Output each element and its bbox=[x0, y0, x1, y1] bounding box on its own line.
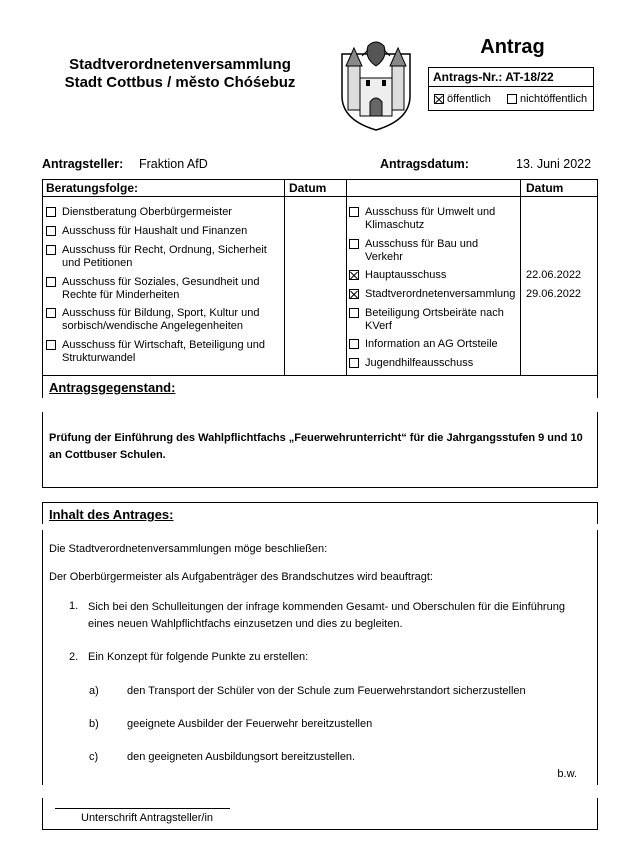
assembly-name-line1: Stadtverordnetenversammlung bbox=[69, 56, 291, 73]
inhalt-title: Inhalt des Antrages: bbox=[49, 507, 174, 522]
antragsdatum-label: Antragsdatum: bbox=[380, 157, 469, 171]
nonpublic-option[interactable] bbox=[507, 93, 587, 105]
committee-date: 22.06.2022 bbox=[526, 269, 582, 281]
committee-label: Jugendhilfeausschuss bbox=[365, 357, 474, 369]
committee-date: 29.06.2022 bbox=[526, 288, 582, 300]
continued-note: b.w. bbox=[557, 768, 577, 780]
committee-item[interactable] bbox=[349, 307, 515, 333]
committee-checkbox[interactable] bbox=[349, 339, 359, 349]
committee-checkbox[interactable] bbox=[349, 308, 359, 318]
subpoint-text: geeignete Ausbilder der Feuerwehr bereitzustellen bbox=[127, 718, 373, 730]
public-label: öffentlich bbox=[447, 93, 491, 105]
antrag-number-label: Antrags-Nr.: bbox=[433, 70, 503, 84]
beratungsfolge-table bbox=[42, 179, 598, 376]
committee-label: Ausschuss für Recht, Ordnung, Sicherheit und Petitionen bbox=[62, 244, 267, 269]
committee-item[interactable] bbox=[349, 288, 519, 301]
committee-checkbox[interactable] bbox=[46, 308, 56, 318]
date-header-1: Datum bbox=[289, 181, 327, 195]
committee-label: Ausschuss für Bau und Verkehr bbox=[365, 238, 479, 263]
nonpublic-label: nichtöffentlich bbox=[520, 93, 588, 105]
assembly-name bbox=[30, 56, 330, 92]
signature-box bbox=[42, 798, 598, 830]
assembly-name-line2: Stadt Cottbus / město Chóśebuz bbox=[64, 74, 296, 91]
antrag-number-line bbox=[429, 68, 593, 87]
doc-type: Antrag bbox=[480, 36, 545, 58]
gegenstand-title-box bbox=[42, 376, 598, 398]
inhalt-intro: Die Stadtverordnetenversammlungen möge beschließen: bbox=[49, 543, 328, 555]
point-number: 2. bbox=[69, 651, 79, 663]
point-number: 1. bbox=[69, 600, 79, 612]
committee-label: Beteiligung Ortsbeiräte nach KVerf bbox=[365, 307, 504, 332]
committee-checkbox-checked[interactable] bbox=[349, 289, 359, 299]
gegenstand-text: Prüfung der Einführung des Wahlpflichtfachs „Feuerwehrunterricht“ für die Jahrgangsstufen 9 und 10 an Cottbuser Schulen. bbox=[49, 432, 583, 461]
committee-item[interactable] bbox=[349, 206, 515, 232]
committee-checkbox[interactable] bbox=[46, 340, 56, 350]
public-option[interactable] bbox=[434, 93, 491, 105]
committee-label: Information an AG Ortsteile bbox=[365, 338, 498, 350]
signature-label: Unterschrift Antragsteller/in bbox=[81, 812, 214, 824]
committee-checkbox[interactable] bbox=[46, 245, 56, 255]
committee-label: Ausschuss für Haushalt und Finanzen bbox=[62, 225, 248, 237]
gegenstand-text-box bbox=[42, 412, 598, 488]
subpoint-letter: b) bbox=[89, 718, 99, 730]
committee-label: Ausschuss für Soziales, Gesundheit und Rechte für Minderheiten bbox=[62, 276, 260, 301]
committee-checkbox[interactable] bbox=[349, 358, 359, 368]
committee-item[interactable] bbox=[46, 244, 278, 270]
committee-label: Ausschuss für Wirtschaft, Beteiligung und Strukturwandel bbox=[62, 339, 265, 364]
subpoint-letter: a) bbox=[89, 685, 99, 697]
inhalt-title-box bbox=[42, 502, 598, 524]
subpoint-text: den Transport der Schüler von der Schule zum Feuerwehrstandort sicherzustellen bbox=[127, 685, 526, 697]
nonpublic-checkbox[interactable] bbox=[507, 94, 517, 104]
subpoint-letter: c) bbox=[89, 751, 99, 763]
committee-label: Dienstberatung Oberbürgermeister bbox=[62, 206, 232, 218]
committee-item[interactable] bbox=[349, 357, 515, 370]
applicant-label: Antragsteller: bbox=[42, 157, 124, 171]
public-checkbox[interactable] bbox=[434, 94, 444, 104]
beratungsfolge-header: Beratungsfolge: bbox=[46, 181, 139, 195]
date-header-2: Datum bbox=[526, 181, 564, 195]
committee-item[interactable] bbox=[349, 269, 515, 282]
committee-item[interactable] bbox=[349, 238, 515, 264]
applicant-value: Fraktion AfD bbox=[139, 157, 208, 171]
committee-item[interactable] bbox=[349, 338, 515, 351]
subpoint-text: den geeigneten Ausbildungsort bereitzustellen. bbox=[127, 751, 356, 763]
point-text: Ein Konzept für folgende Punkte zu erstellen: bbox=[88, 651, 309, 663]
inhalt-lead: Der Oberbürgermeister als Aufgabenträger des Brandschutzes wird beauftragt: bbox=[49, 571, 433, 583]
gegenstand-title: Antragsgegenstand: bbox=[49, 380, 176, 395]
committee-item[interactable] bbox=[46, 276, 278, 302]
committee-label: Ausschuss für Bildung, Sport, Kultur und sorbisch/wendische Angelegenheiten bbox=[62, 307, 260, 332]
city-crest-icon bbox=[338, 36, 414, 132]
point-text: Sich bei den Schulleitungen der infrage kommenden Gesamt- und Oberschulen für die Einführung eines neuen Wahlpflichtfachs einzusetzen und dies zu begleiten. bbox=[88, 601, 565, 630]
committee-label: Ausschuss für Umwelt und Klimaschutz bbox=[365, 206, 496, 231]
committee-checkbox[interactable] bbox=[46, 207, 56, 217]
committee-item[interactable] bbox=[46, 206, 278, 219]
committee-label: Stadtverordnetenversammlung bbox=[365, 288, 516, 300]
committee-item[interactable] bbox=[46, 339, 278, 365]
committee-label: Hauptausschuss bbox=[365, 269, 447, 281]
antragsdatum-value: 13. Juni 2022 bbox=[516, 157, 592, 171]
committee-item[interactable] bbox=[46, 225, 278, 238]
signature-line bbox=[55, 808, 230, 809]
committee-checkbox-checked[interactable] bbox=[349, 270, 359, 280]
antrag-number-box bbox=[428, 67, 594, 111]
committee-checkbox[interactable] bbox=[46, 226, 56, 236]
committee-checkbox[interactable] bbox=[349, 207, 359, 217]
inhalt-body-box bbox=[42, 530, 598, 785]
committee-item[interactable] bbox=[46, 307, 278, 333]
committee-checkbox[interactable] bbox=[349, 239, 359, 249]
committee-checkbox[interactable] bbox=[46, 277, 56, 287]
antrag-number-value: AT-18/22 bbox=[505, 70, 554, 84]
